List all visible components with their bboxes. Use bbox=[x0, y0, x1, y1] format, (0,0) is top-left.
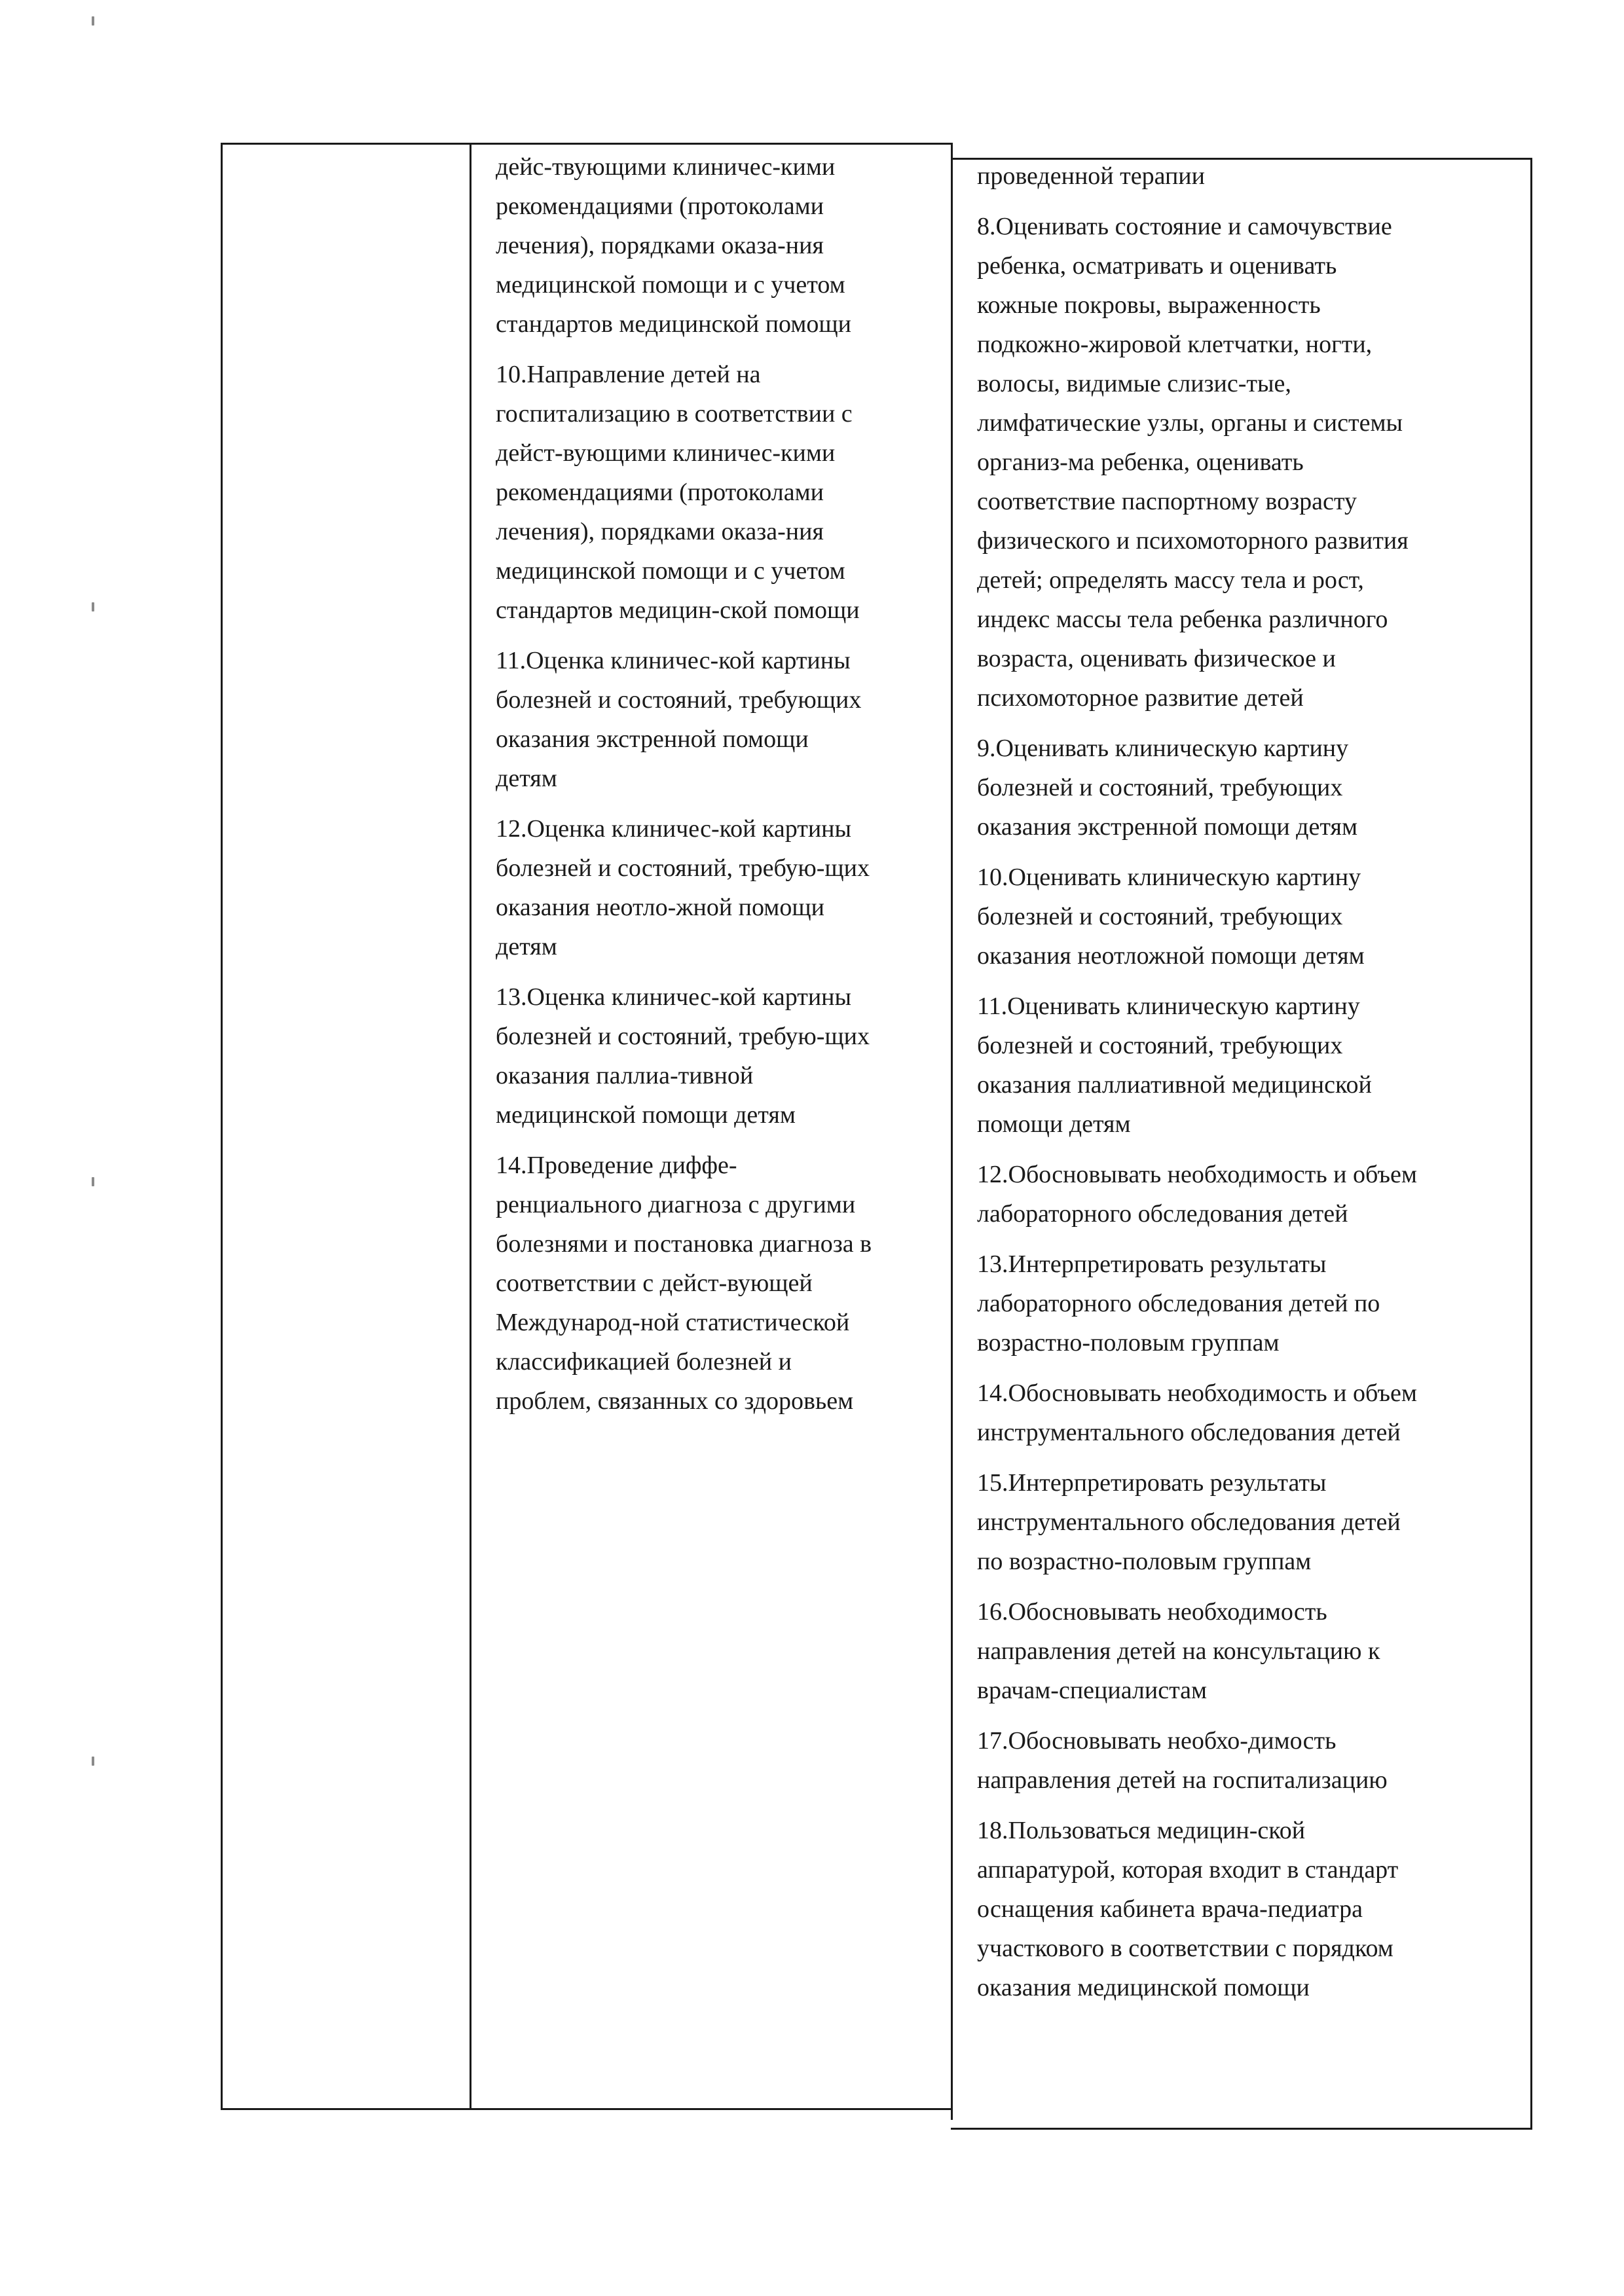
table-cell-paragraph: 9.Оценивать клиническую картину болезней и состояний, требующих оказания экстренной помощи детям bbox=[977, 735, 1358, 841]
table-cell-paragraph: 13.Оценка клиничес-кой картины болезней и состояний, требую-щих оказания паллиа-тивной медицинской помощи детям bbox=[496, 983, 870, 1129]
binder-mark bbox=[92, 1757, 94, 1766]
binder-mark bbox=[92, 16, 94, 26]
table-top-border-left bbox=[221, 143, 951, 145]
table-bottom-border-left bbox=[221, 2108, 951, 2110]
table-left-border bbox=[221, 143, 223, 2110]
table-cell-paragraph: 14.Обосновывать необходимость и объем инструментального обследования детей bbox=[977, 1379, 1417, 1446]
table-cell-paragraph: 15.Интерпретировать результаты инструментального обследования детей по возрастно-половым группам bbox=[977, 1469, 1401, 1575]
table-column-skills bbox=[977, 156, 1534, 2018]
table-divider-2 bbox=[951, 143, 953, 2120]
table-cell-paragraph: 13.Интерпретировать результаты лабораторного обследования детей по возрастно-половым группам bbox=[977, 1250, 1380, 1357]
table-cell-paragraph: 10.Оценивать клиническую картину болезней и состояний, требующих оказания неотложной помощи детям bbox=[977, 864, 1365, 970]
table-cell-paragraph: 12.Обосновывать необходимость и объем лабораторного обследования детей bbox=[977, 1161, 1417, 1228]
table-cell-paragraph: 11.Оценка клиничес-кой картины болезней и состояний, требующих оказания экстренной помощи детям bbox=[496, 647, 862, 792]
table-cell-paragraph: 17.Обосновывать необхо-димость направления детей на госпитализацию bbox=[977, 1727, 1388, 1794]
binder-mark bbox=[92, 602, 94, 611]
table-cell-paragraph: дейс-твующими клиничес-кими рекомендациями (протоколами лечения), порядками оказа-ния медицинской помощи и с учетом стандартов медицинской помощи bbox=[496, 153, 851, 338]
table-cell-paragraph: 18.Пользоваться медицин-ской аппаратурой, которая входит в стандарт оснащения кабинета врача-педиатра участкового в соответствии с порядком оказания медицинской помощи bbox=[977, 1817, 1399, 2001]
binder-mark bbox=[92, 1177, 94, 1186]
table-cell-paragraph: проведенной терапии bbox=[977, 162, 1205, 190]
table-cell-paragraph: 16.Обосновывать необходимость направления детей на консультацию к врачам-специалистам bbox=[977, 1598, 1380, 1704]
table-column-actions bbox=[496, 147, 951, 1432]
table-cell-paragraph: 11.Оценивать клиническую картину болезней и состояний, требующих оказания паллиативной медицинской помощи детям bbox=[977, 993, 1372, 1138]
table-cell-paragraph: 14.Проведение диффе- ренциального диагноза с другими болезнями и постановка диагноза в соответствии с дейст-вующей Международ-ной статистической классификацией болезней и проблем, связанных со здоровьем bbox=[496, 1152, 872, 1415]
table-cell-paragraph: 12.Оценка клиничес-кой картины болезней и состояний, требую-щих оказания неотло-жной помощи детям bbox=[496, 815, 870, 960]
table-cell-paragraph: 10.Направление детей на госпитализацию в соответствии с дейст-вующими клиничес-кими рекомендациями (протоколами лечения), порядками оказа-ния медицинской помощи и с учетом стандартов медицин-ской помощи bbox=[496, 361, 860, 624]
table-bottom-border-right bbox=[951, 2128, 1530, 2130]
table-cell-paragraph: 8.Оценивать состояние и самочувствие ребенка, осматривать и оценивать кожные покровы, выраженность подкожно-жировой клетчатки, ногти, волосы, видимые слизис-тые, лимфатические узлы, органы и системы организ-ма ребенка, оценивать соответствие паспортному возрасту физического и психомоторного развития детей; определять массу тела и рост, индекс массы тела ребенка различного возраста, оценивать физическое и психомоторное развитие детей bbox=[977, 213, 1409, 712]
table-divider-1 bbox=[470, 143, 471, 2110]
